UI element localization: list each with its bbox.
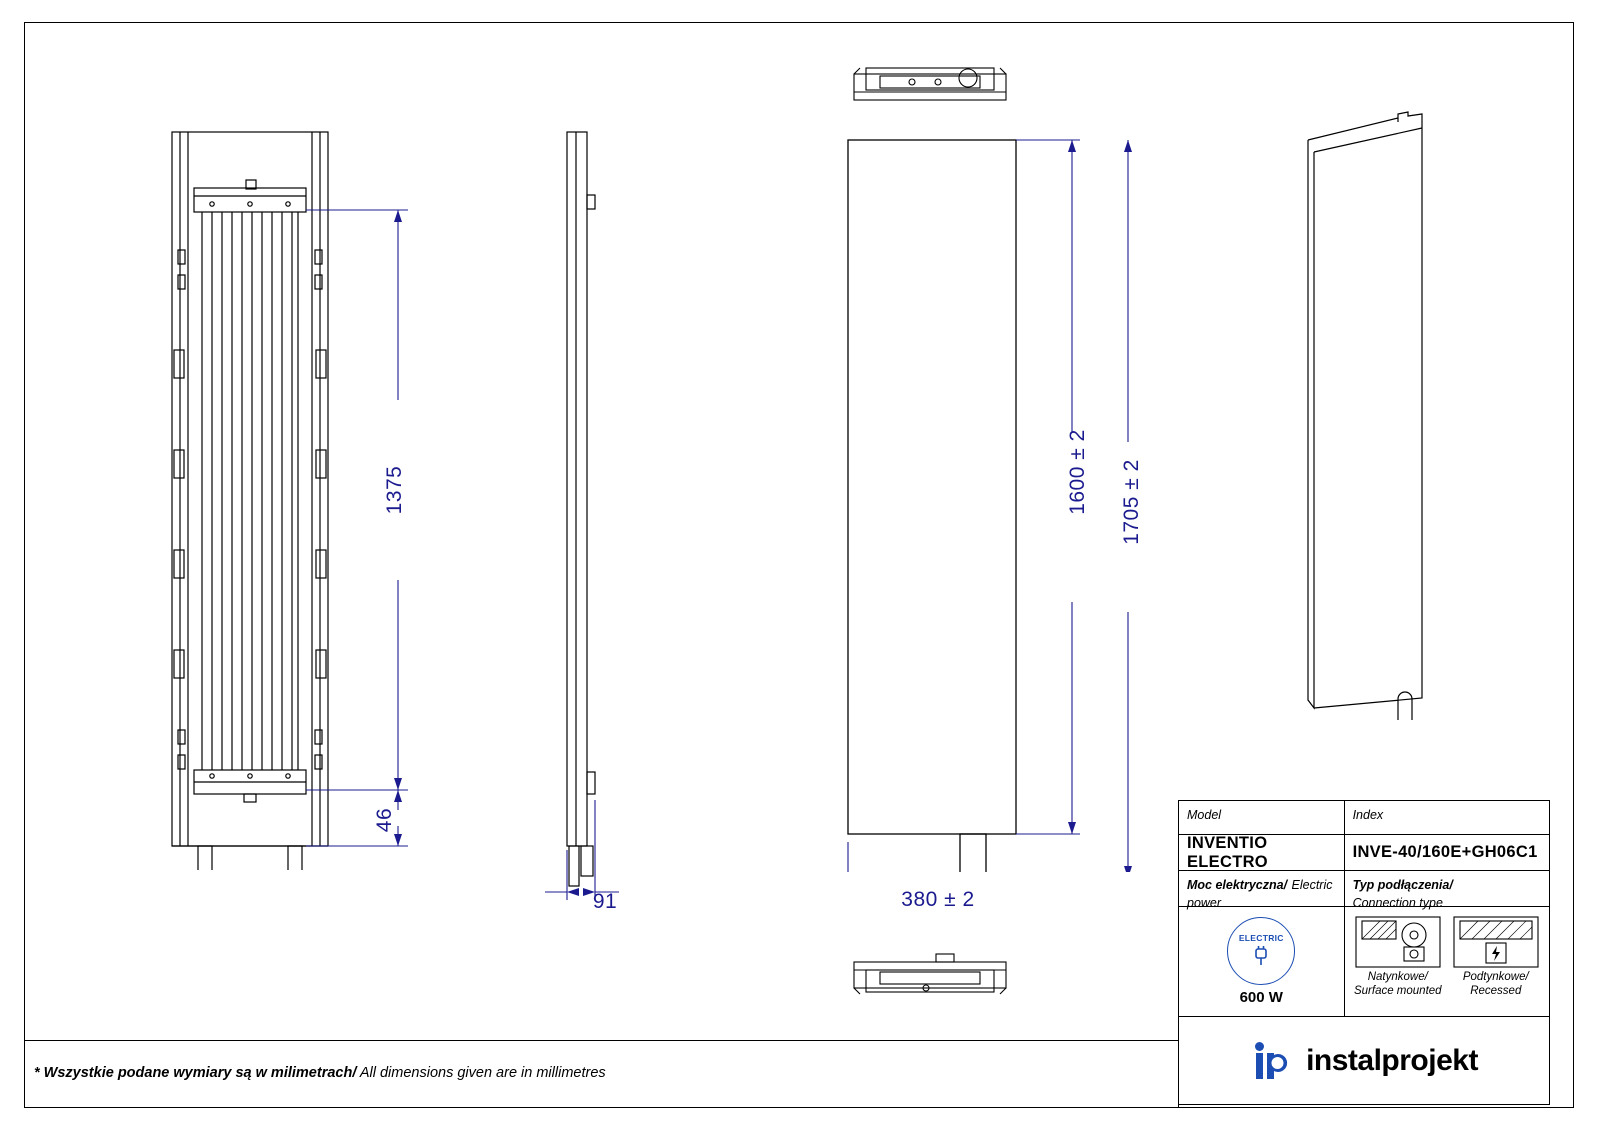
footnote-pl: * Wszystkie podane wymiary są w milimetrach/ xyxy=(34,1065,357,1081)
conn-recessed xyxy=(1450,913,1542,999)
connection-label-cell xyxy=(1345,871,1550,910)
model-value-cell xyxy=(1179,835,1345,871)
power-value-cell xyxy=(1179,907,1345,1017)
footnote xyxy=(34,1065,606,1081)
dimension-380: 380 ± 2 xyxy=(901,888,975,911)
isometric-view xyxy=(1290,100,1450,720)
dimension-91: 91 xyxy=(592,890,618,913)
instalprojekt-logo-icon xyxy=(1250,1041,1296,1081)
conn-recessed-en: Recessed xyxy=(1470,984,1522,997)
bottom-bracket-detail xyxy=(840,952,1020,1000)
index-value-cell xyxy=(1345,835,1550,871)
dimension-1705: 1705 ± 2 xyxy=(1120,459,1143,545)
conn-surface-en: Surface mounted xyxy=(1353,984,1442,997)
surface-mounted-icon xyxy=(1352,913,1444,971)
electric-badge-label: ELECTRIC xyxy=(1238,933,1284,943)
index-label: Index xyxy=(1352,808,1384,822)
conn-surface-pl: Natynkowe/ xyxy=(1367,971,1428,983)
dimension-1600: 1600 ± 2 xyxy=(1066,429,1089,515)
connection-label-pl: Typ podłączenia/ xyxy=(1352,878,1453,892)
dimension-1375: 1375 xyxy=(383,465,406,515)
model-value: INVENTIO ELECTRO xyxy=(1187,833,1268,871)
conn-surface xyxy=(1352,913,1444,999)
main-front-view xyxy=(840,132,1140,872)
index-value: INVE-40/160E+GH06C1 xyxy=(1352,843,1538,861)
power-label-cell xyxy=(1179,871,1345,910)
model-label-cell xyxy=(1179,801,1345,835)
recessed-icon xyxy=(1450,913,1542,971)
conn-recessed-pl: Podtynkowe/ xyxy=(1462,971,1529,983)
power-label-pl: Moc elektryczna/ xyxy=(1187,878,1288,892)
connection-label-en: Connection type xyxy=(1352,896,1443,910)
brand-cell xyxy=(1179,1017,1550,1105)
power-value: 600 W xyxy=(1239,989,1283,1006)
plug-icon xyxy=(1248,943,1274,969)
title-block xyxy=(1178,800,1550,1108)
connection-types-cell xyxy=(1345,907,1550,1017)
side-view xyxy=(545,110,665,900)
index-label-cell xyxy=(1345,801,1550,835)
power-label-en: Electric power xyxy=(1187,878,1333,910)
model-label: Model xyxy=(1187,808,1222,822)
brand-name: instalprojekt xyxy=(1306,1043,1478,1077)
footer-bar xyxy=(24,1040,1178,1108)
electric-icon xyxy=(1227,917,1295,985)
top-bracket-detail xyxy=(840,62,1020,110)
dimension-46: 46 xyxy=(373,807,396,833)
footnote-en: All dimensions given are in millimetres xyxy=(356,1065,606,1081)
